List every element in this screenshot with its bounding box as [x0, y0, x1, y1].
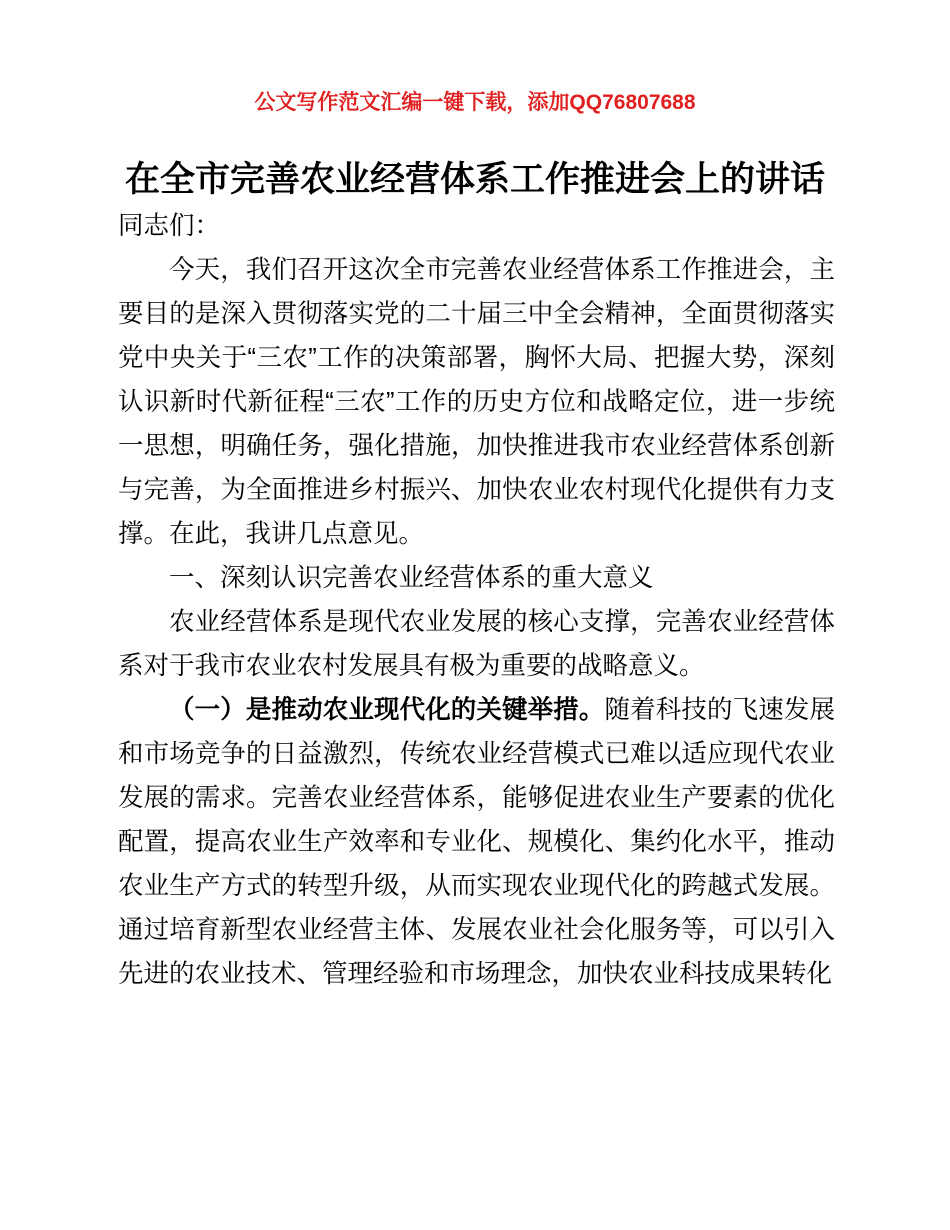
item-1-lead: （一）是推动农业现代化的关键举措。 [169, 696, 605, 724]
paragraph-intro: 今天，我们召开这次全市完善农业经营体系工作推进会，主要目的是深入贯彻落实党的二十届三中全会精神，全面贯彻落实党中央关于“三农”工作的决策部署，胸怀大局、把握大势，深刻认识新时代新征程“三农”工作的历史方位和战略定位，进一步统一思想，明确任务，强化措施，加快推进我市农业经营体系创新与完善，为全面推进乡村振兴、加快农业农村现代化提供有力支撑。在此，我讲几点意见。 [118, 256, 835, 548]
item-1-body: 随着科技的飞速发展和市场竞争的日益激烈，传统农业经营模式已难以适应现代农业发展的需求。完善农业经营体系，能够促进农业生产要素的优化配置，提高农业生产效率和专业化、规模化、集约化水平，推动农业生产方式的转型升级，从而实现农业现代化的跨越式发展。通过培育新型农业经营主体、发展农业社会化服务等，可以引入先进的农业技术、管理经验和市场理念，加快农业科技成果转化 [118, 696, 835, 988]
salutation: 同志们： [118, 212, 221, 240]
paragraph-item-1 [118, 688, 835, 996]
paragraph-significance: 农业经营体系是现代农业发展的核心支撑，完善农业经营体系对于我市农业农村发展具有极为重要的战略意义。 [118, 608, 835, 680]
document-title: 在全市完善农业经营体系工作推进会上的讲话 [124, 160, 825, 199]
section-heading-1: 一、深刻认识完善农业经营体系的重大意义 [169, 564, 654, 592]
document-body [118, 204, 835, 996]
vendor-notice-banner: 公文写作范文汇编一键下载，添加QQ76807688 [254, 91, 696, 114]
